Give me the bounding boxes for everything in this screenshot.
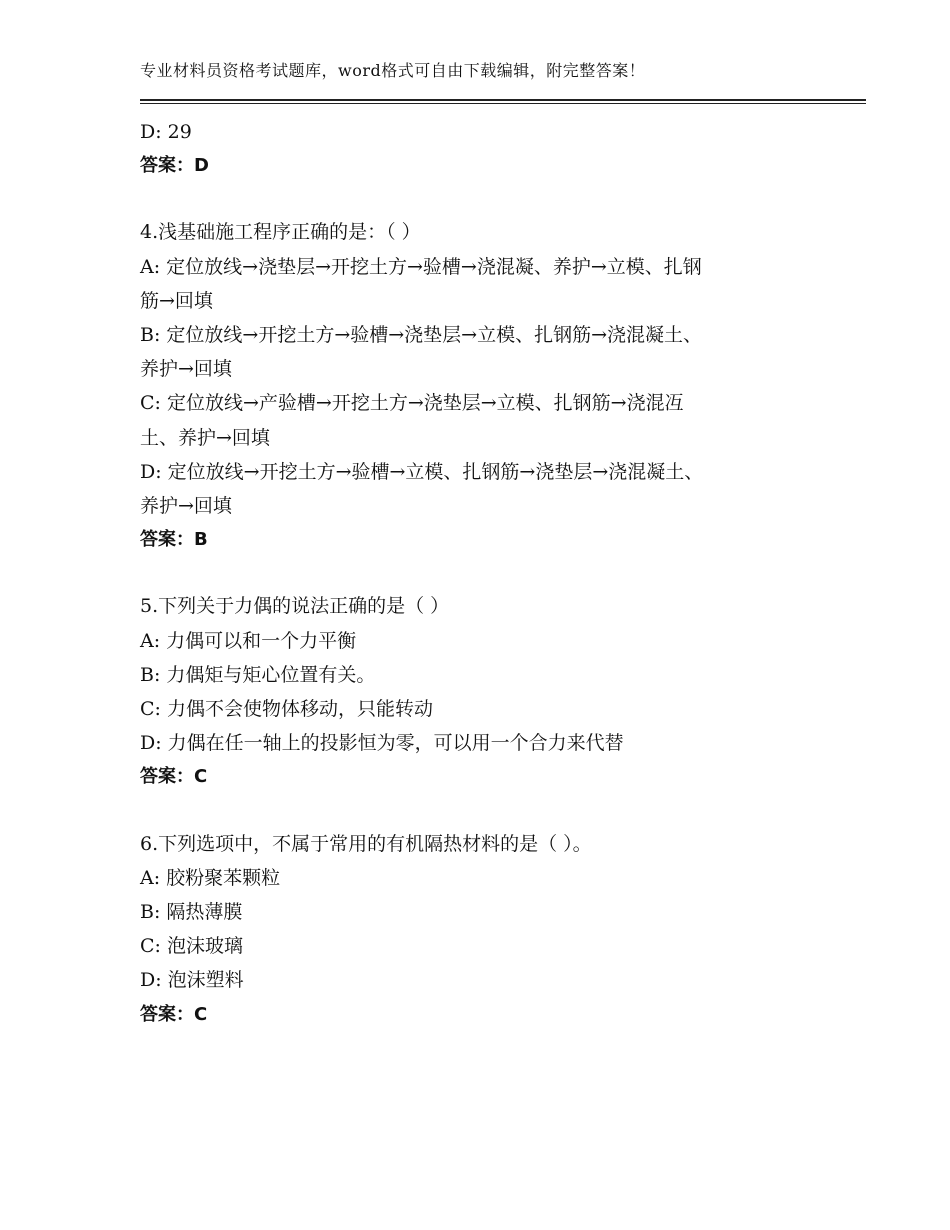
q4-option-c: C: 定位放线→产验槽→开挖土方→浇垫层→立模、扎钢筋→浇混冱	[140, 392, 684, 415]
q4-option-a: A: 定位放线→浇垫层→开挖土方→验槽→浇混凝、养护→立模、扎钢	[140, 255, 702, 278]
q5-option-b: B: 力偶矩与矩心位置有关。	[140, 663, 376, 686]
q6-stem: 6.下列选项中，不属于常用的有机隔热材料的是（ ）。	[140, 832, 592, 855]
page-header: 专业材料员资格考试题库，word格式可自由下载编辑，附完整答案！	[140, 61, 646, 80]
prev-option-d: D: 29	[140, 121, 192, 143]
q5-answer: 答案：C	[140, 766, 208, 788]
q6-option-a: A: 胶粉聚苯颗粒	[140, 866, 281, 889]
q5-option-d: D: 力偶在任一轴上的投影恒为零，可以用一个合力来代替	[140, 732, 624, 755]
q4-option-d: D: 定位放线→开挖土方→验槽→立模、扎钢筋→浇垫层→浇混凝土、	[140, 460, 704, 483]
q4-option-d-cont: 养护→回填	[140, 495, 232, 518]
prev-answer: 答案：D	[140, 155, 209, 177]
q4-answer: 答案：B	[140, 529, 208, 551]
spacer	[140, 183, 820, 215]
q6-option-c: C: 泡沫玻璃	[140, 935, 243, 958]
spacer	[140, 557, 820, 589]
q5-option-c: C: 力偶不会使物体移动，只能转动	[140, 698, 433, 721]
q5-stem: 5.下列关于力偶的说法正确的是（ ）	[140, 595, 450, 618]
header-rule-thin	[140, 103, 866, 104]
q6-answer: 答案：C	[140, 1003, 208, 1025]
q6-option-d: D: 泡沫塑料	[140, 969, 244, 992]
q4-option-a-cont: 筋→回填	[140, 289, 213, 312]
q5-option-a: A: 力偶可以和一个力平衡	[140, 629, 357, 652]
q4-option-c-cont: 土、养护→回填	[140, 426, 270, 449]
header-rule-thick	[140, 99, 866, 101]
q4-option-b: B: 定位放线→开挖土方→验槽→浇垫层→立模、扎钢筋→浇混凝土、	[140, 324, 703, 347]
spacer	[140, 795, 820, 827]
q4-option-b-cont: 养护→回填	[140, 358, 232, 381]
q6-option-b: B: 隔热薄膜	[140, 901, 243, 924]
question-content	[140, 115, 820, 1032]
q4-stem: 4.浅基础施工程序正确的是：（ ）	[140, 221, 421, 244]
